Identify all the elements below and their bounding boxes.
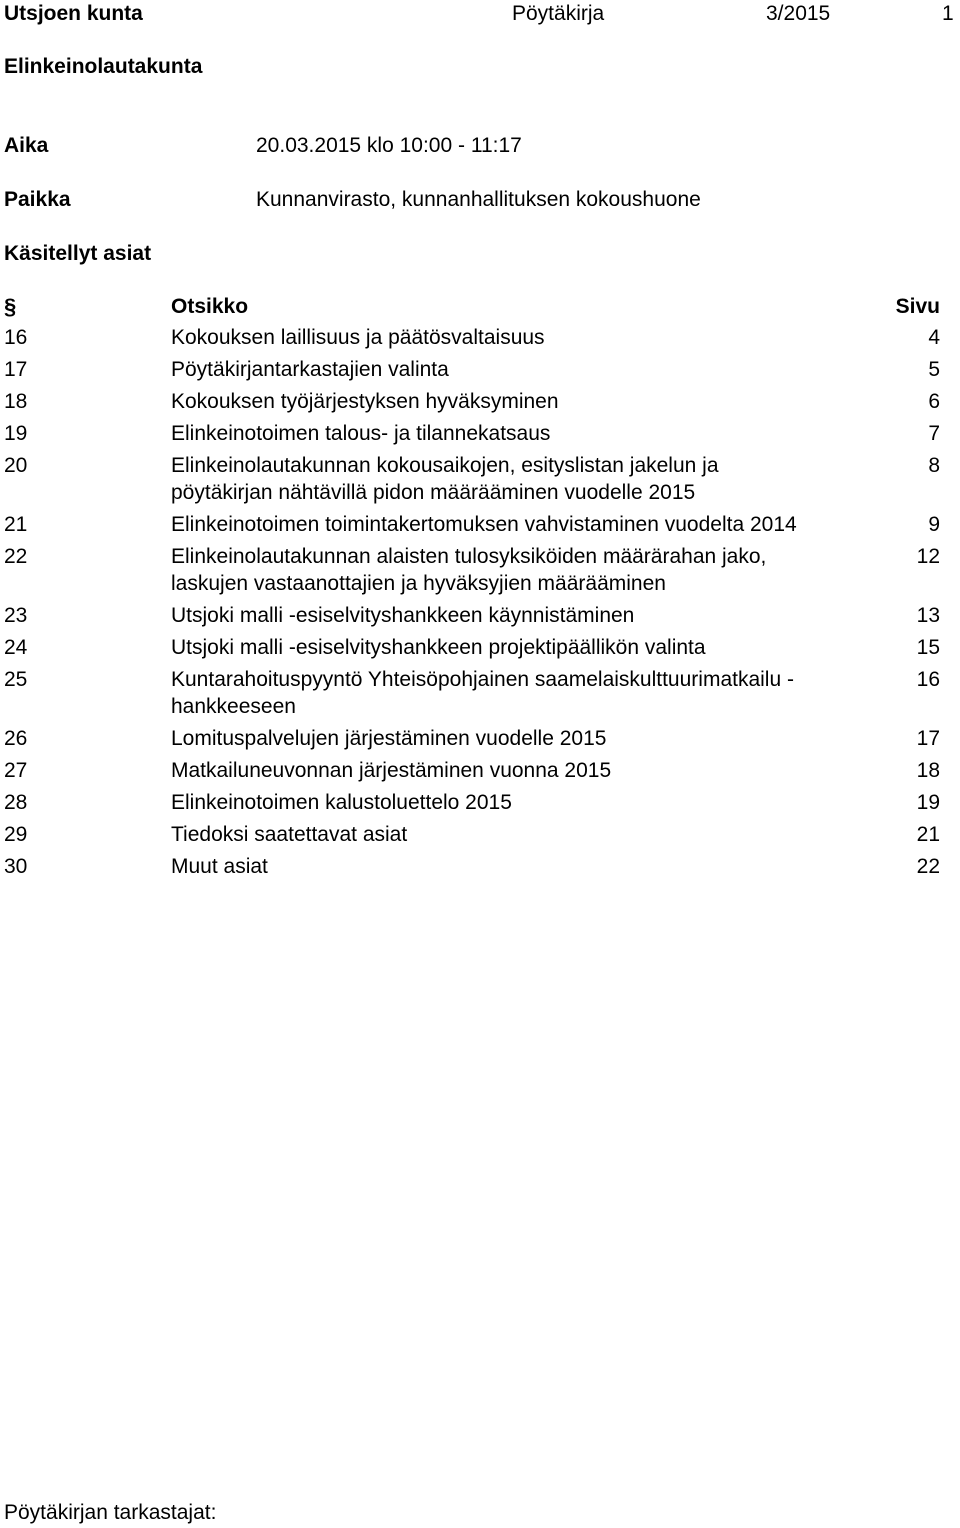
agenda-row (4, 789, 940, 821)
agenda-row (4, 757, 940, 789)
agenda-row (4, 634, 940, 666)
agenda-item-page: 6 (928, 390, 940, 413)
agenda-row (4, 725, 940, 757)
agenda-row (4, 821, 940, 853)
agenda-item-number: 16 (4, 326, 28, 349)
agenda-item-page: 16 (916, 668, 940, 691)
agenda-header-row (4, 293, 940, 324)
agenda-item-page: 17 (916, 727, 940, 750)
time-label: Aika (4, 134, 49, 157)
agenda-item-title: Muut asiat (171, 855, 268, 878)
agenda-row (4, 666, 940, 725)
agenda-item-page: 12 (916, 545, 940, 568)
time-value: 20.03.2015 klo 10:00 - 11:17 (256, 134, 522, 157)
agenda-item-number: 24 (4, 636, 28, 659)
place-value: Kunnanvirasto, kunnanhallituksen kokoushuone (256, 188, 701, 211)
agenda-item-title: Kokouksen työjärjestyksen hyväksyminen (171, 390, 559, 413)
agenda-item-number: 27 (4, 759, 28, 782)
agenda-item-number: 20 (4, 454, 28, 477)
municipality-name: Utsjoen kunta (4, 2, 143, 25)
reviewers-label: Pöytäkirjan tarkastajat: (4, 1501, 217, 1524)
agenda-row (4, 388, 940, 420)
agenda-row (4, 853, 940, 885)
agenda-item-number: 29 (4, 823, 28, 846)
agenda-rows (4, 324, 940, 885)
agenda-item-title: Utsjoki malli -esiselvityshankkeen käynnistäminen (171, 604, 635, 627)
agenda-row (4, 511, 940, 543)
agenda-item-page: 15 (916, 636, 940, 659)
agenda-item-title: Tiedoksi saatettavat asiat (171, 823, 408, 846)
page-column-header: Sivu (895, 295, 940, 318)
agenda-row (4, 324, 940, 356)
agenda-item-number: 21 (4, 513, 28, 536)
agenda-item-page: 18 (916, 759, 940, 782)
agenda-row (4, 543, 940, 602)
agenda-item-number: 30 (4, 855, 28, 878)
board-name: Elinkeinolautakunta (4, 55, 203, 78)
agenda-item-page: 22 (916, 855, 940, 878)
agenda-table (4, 293, 940, 885)
agenda-item-number: 28 (4, 791, 28, 814)
agenda-item-title: Pöytäkirjantarkastajien valinta (171, 358, 449, 381)
agenda-row (4, 356, 940, 388)
agenda-item-title: Kuntarahoituspyyntö Yhteisöpohjainen saamelaiskulttuurimatkailu -hankkeeseen (171, 668, 794, 718)
agenda-item-page: 19 (916, 791, 940, 814)
agenda-item-page: 5 (928, 358, 940, 381)
place-label: Paikka (4, 188, 71, 211)
agenda-item-page: 4 (928, 326, 940, 349)
agenda-item-page: 9 (928, 513, 940, 536)
agenda-item-title: Elinkeinotoimen talous- ja tilannekatsaus (171, 422, 551, 445)
agenda-item-page: 8 (928, 454, 940, 477)
document-type: Pöytäkirja (512, 2, 605, 25)
document-number: 3/2015 (766, 2, 831, 25)
agenda-item-number: 26 (4, 727, 28, 750)
page-number: 1 (942, 2, 954, 25)
agenda-item-title: Elinkeinolautakunnan alaisten tulosyksiköiden määrärahan jako, laskujen vastaanottajien ja hyväksyjien määrääminen (171, 545, 767, 595)
agenda-item-page: 13 (916, 604, 940, 627)
agenda-row (4, 452, 940, 511)
agenda-item-number: 17 (4, 358, 28, 381)
section-column-header (4, 293, 171, 324)
agenda-item-number: 23 (4, 604, 28, 627)
agenda-item-title: Utsjoki malli -esiselvityshankkeen projektipäällikön valinta (171, 636, 706, 659)
section-symbol: § (4, 294, 17, 319)
agenda-row (4, 420, 940, 452)
title-column-header: Otsikko (171, 295, 249, 318)
agenda-item-title: Elinkeinolautakunnan kokousaikojen, esityslistan jakelun ja pöytäkirjan nähtävillä pidon määrääminen vuodelle 2015 (171, 454, 719, 504)
agenda-row (4, 602, 940, 634)
agenda-item-number: 22 (4, 545, 28, 568)
agenda-item-number: 18 (4, 390, 28, 413)
agenda-item-page: 21 (916, 823, 940, 846)
agenda-item-number: 19 (4, 422, 28, 445)
agenda-item-title: Kokouksen laillisuus ja päätösvaltaisuus (171, 326, 545, 349)
agenda-item-title: Lomituspalvelujen järjestäminen vuodelle 2015 (171, 727, 607, 750)
agenda-heading: Käsitellyt asiat (4, 242, 152, 265)
agenda-item-page: 7 (928, 422, 940, 445)
agenda-item-title: Elinkeinotoimen kalustoluettelo 2015 (171, 791, 512, 814)
agenda-item-title: Matkailuneuvonnan järjestäminen vuonna 2015 (171, 759, 612, 782)
agenda-item-number: 25 (4, 668, 28, 691)
agenda-item-title: Elinkeinotoimen toimintakertomuksen vahvistaminen vuodelta 2014 (171, 513, 797, 536)
